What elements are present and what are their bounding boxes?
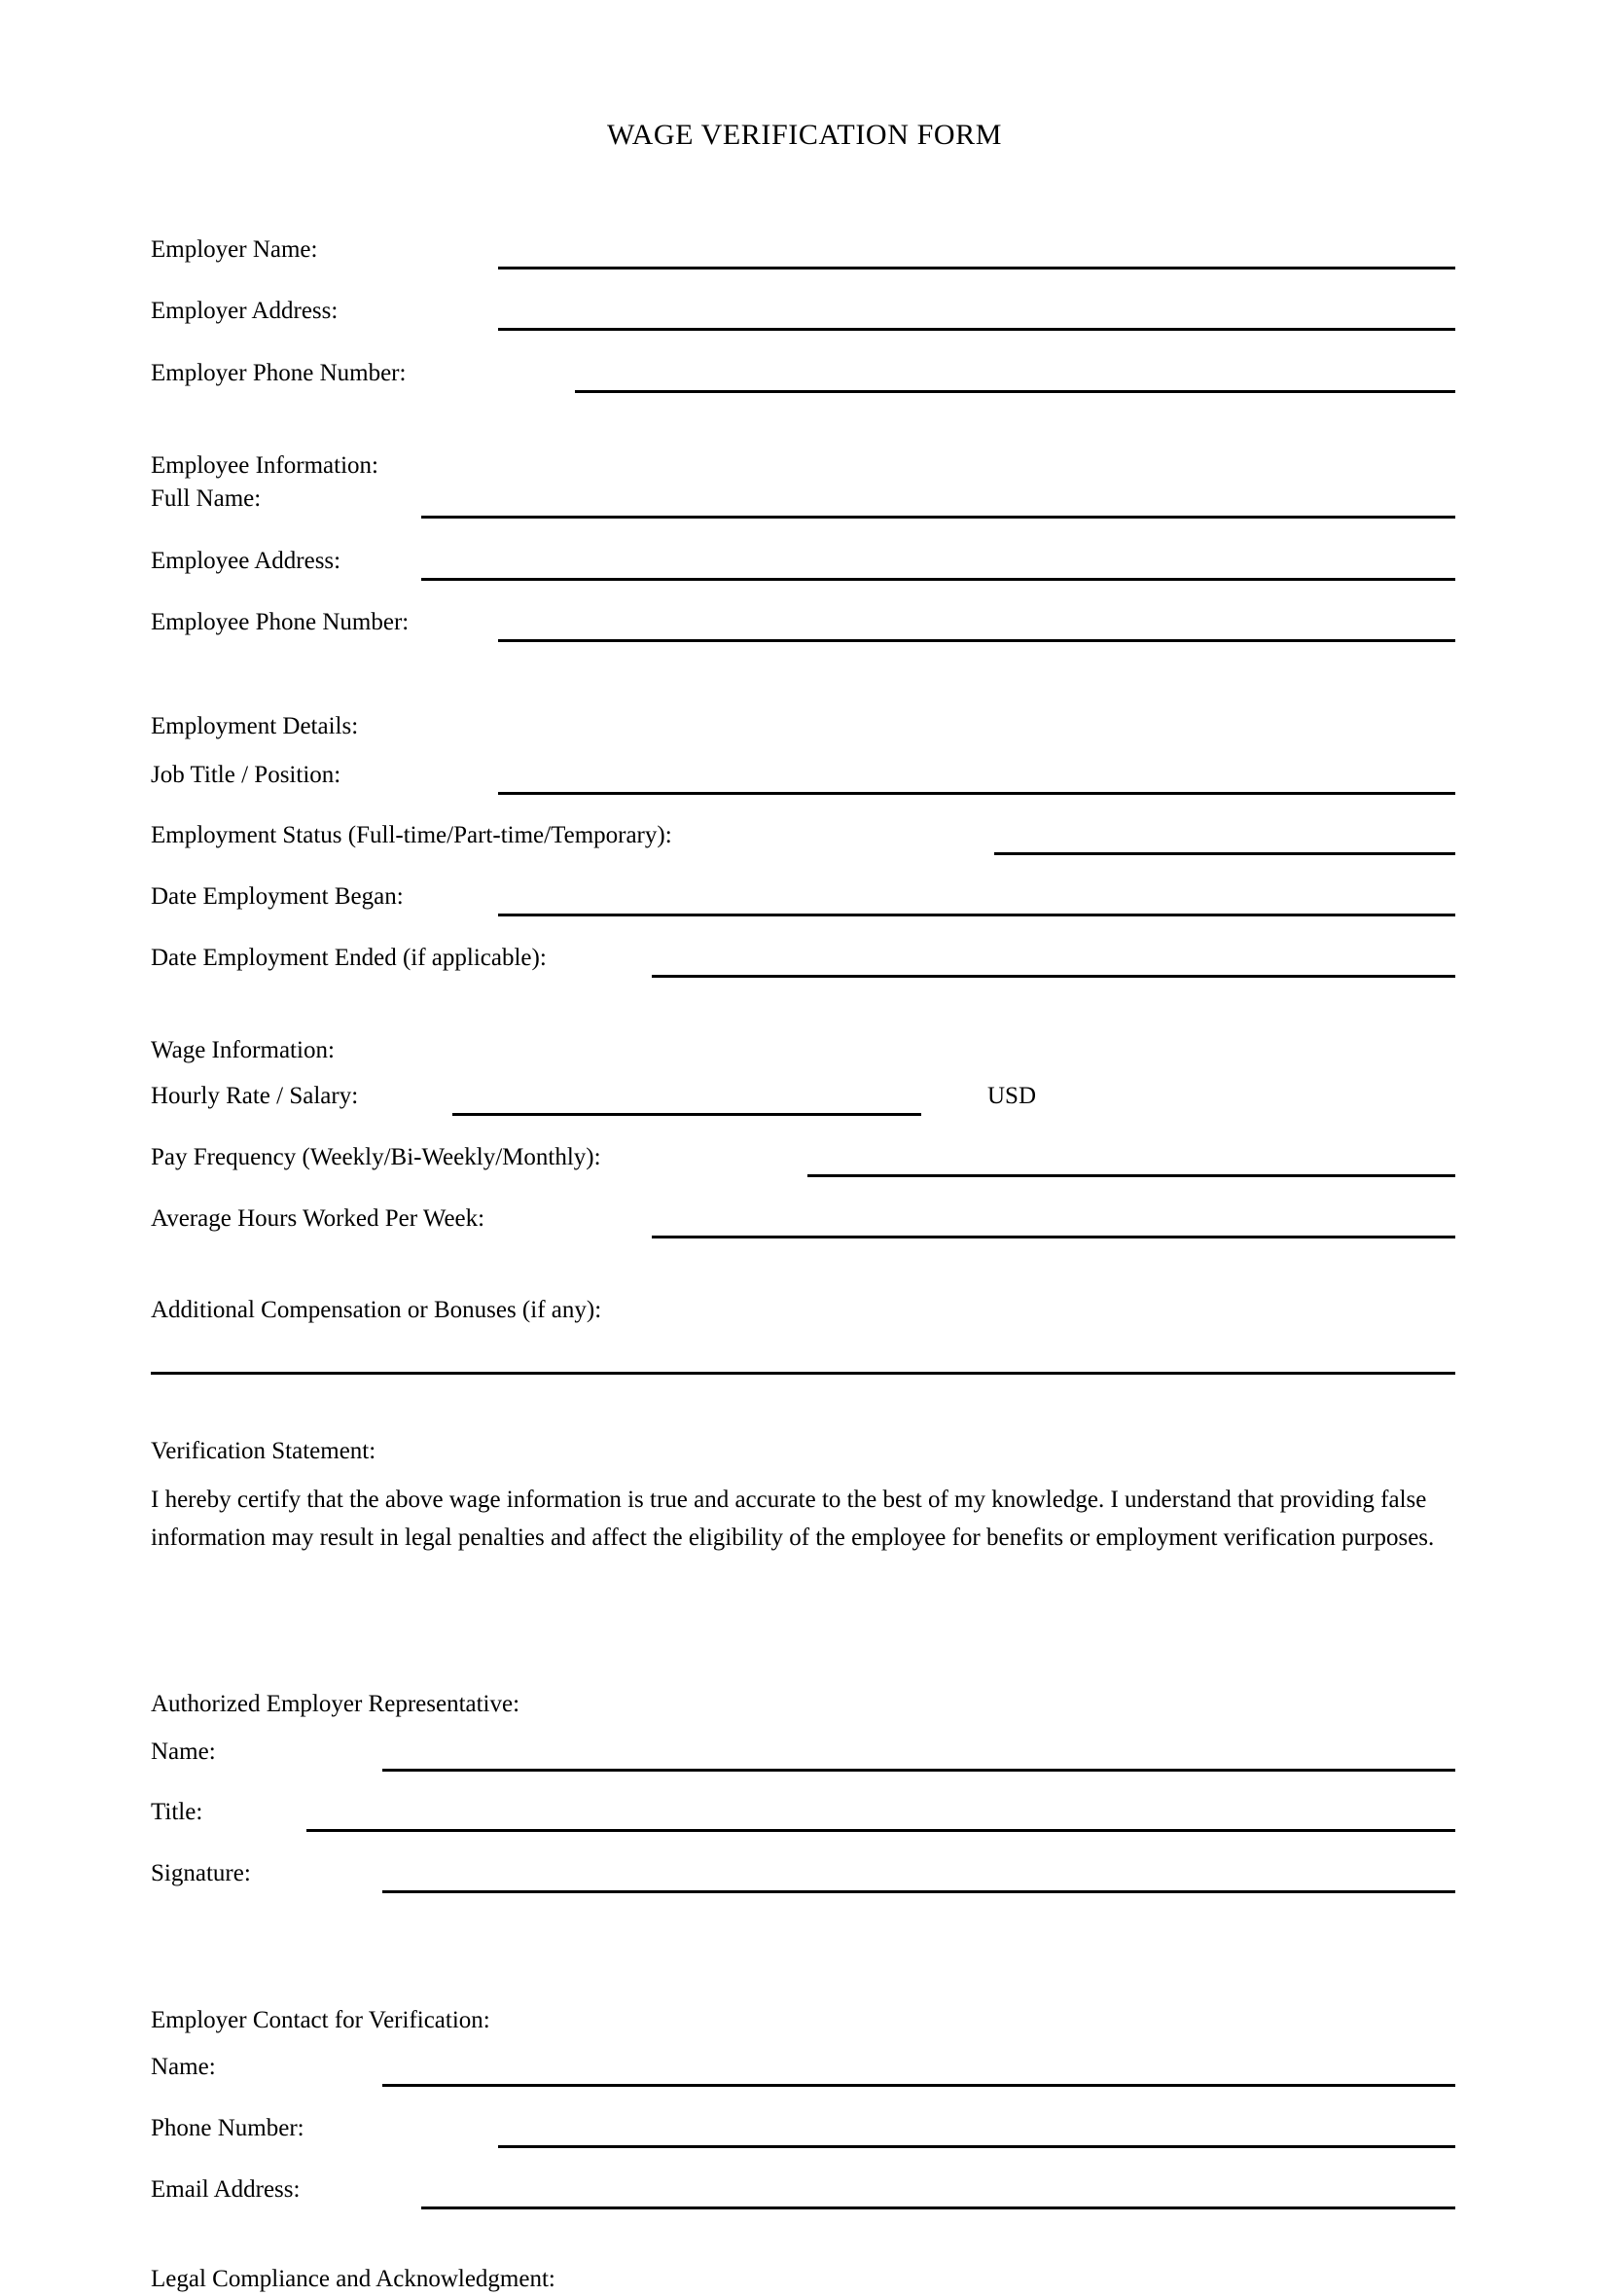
contact-phone-label: Phone Number: xyxy=(151,2115,304,2141)
wage-information-heading: Wage Information: xyxy=(151,1037,335,1063)
field-row-contact-email xyxy=(151,2173,1609,2216)
employer-phone-label: Employer Phone Number: xyxy=(151,360,407,386)
employer-name-label: Employer Name: xyxy=(151,236,318,263)
date-employment-ended-label: Date Employment Ended (if applicable): xyxy=(151,945,547,971)
authorized-representative-heading: Authorized Employer Representative: xyxy=(151,1691,520,1717)
hourly-rate-currency-label: USD xyxy=(987,1083,1037,1109)
rep-signature-input[interactable] xyxy=(382,1890,1455,1893)
additional-compensation-label: Additional Compensation or Bonuses (if any): xyxy=(151,1297,602,1323)
date-employment-began-input[interactable] xyxy=(498,914,1455,916)
hourly-rate-label: Hourly Rate / Salary: xyxy=(151,1083,359,1109)
field-row-employee-address xyxy=(151,545,1609,588)
contact-email-label: Email Address: xyxy=(151,2176,301,2203)
employer-address-input[interactable] xyxy=(498,328,1455,331)
contact-phone-input[interactable] xyxy=(498,2145,1455,2148)
hourly-rate-input[interactable] xyxy=(452,1113,921,1116)
employment-details-heading: Employment Details: xyxy=(151,713,359,739)
field-row-average-hours xyxy=(151,1202,1609,1245)
employer-contact-heading: Employer Contact for Verification: xyxy=(151,2007,490,2033)
field-row-contact-phone xyxy=(151,2112,1609,2155)
field-row-date-began xyxy=(151,880,1609,923)
field-row-employee-full-name xyxy=(151,483,1609,525)
field-row-rep-signature xyxy=(151,1857,1609,1900)
field-row-rep-title xyxy=(151,1796,1609,1839)
employee-address-input[interactable] xyxy=(421,578,1455,581)
job-title-label: Job Title / Position: xyxy=(151,762,341,788)
field-row-contact-name xyxy=(151,2051,1609,2094)
field-row-employee-phone xyxy=(151,606,1609,649)
field-row-employer-name xyxy=(151,233,1609,276)
average-hours-input[interactable] xyxy=(652,1236,1455,1238)
employee-phone-label: Employee Phone Number: xyxy=(151,609,410,635)
date-employment-began-label: Date Employment Began: xyxy=(151,883,404,910)
employer-name-input[interactable] xyxy=(498,267,1455,269)
employee-full-name-input[interactable] xyxy=(421,516,1455,519)
contact-name-label: Name: xyxy=(151,2054,216,2080)
verification-statement-text: I hereby certify that the above wage information is true and accurate to the best of my knowledge. I understand that providing false information may result in legal penalties and affect the eligibility of the employee for benefits or employment verification purposes. xyxy=(151,1487,1435,1551)
field-row-additional-compensation xyxy=(151,1294,1609,1381)
field-row-date-ended xyxy=(151,942,1609,985)
field-row-employer-address xyxy=(151,295,1609,338)
field-row-employer-phone xyxy=(151,357,1609,400)
rep-name-label: Name: xyxy=(151,1739,216,1765)
contact-email-input[interactable] xyxy=(421,2206,1455,2209)
page-title: WAGE VERIFICATION FORM xyxy=(607,119,1002,151)
employer-address-label: Employer Address: xyxy=(151,298,339,324)
employee-full-name-label: Full Name: xyxy=(151,485,262,512)
legal-compliance-heading-clipped xyxy=(151,2263,1026,2292)
rep-title-label: Title: xyxy=(151,1799,203,1825)
employment-status-label: Employment Status (Full-time/Part-time/Temporary): xyxy=(151,822,672,848)
employee-information-heading: Employee Information: xyxy=(151,452,378,479)
date-employment-ended-input[interactable] xyxy=(652,975,1455,978)
rep-signature-label: Signature: xyxy=(151,1860,251,1886)
field-row-job-title xyxy=(151,759,1609,802)
legal-compliance-heading: Legal Compliance and Acknowledgment: xyxy=(151,2266,555,2292)
job-title-input[interactable] xyxy=(498,792,1455,795)
average-hours-label: Average Hours Worked Per Week: xyxy=(151,1205,485,1232)
field-row-hourly-rate xyxy=(151,1080,1609,1123)
field-row-employment-status xyxy=(151,819,1609,862)
verification-statement-heading: Verification Statement: xyxy=(151,1438,376,1464)
rep-title-input[interactable] xyxy=(306,1829,1455,1832)
pay-frequency-label: Pay Frequency (Weekly/Bi-Weekly/Monthly): xyxy=(151,1144,601,1170)
field-row-rep-name xyxy=(151,1736,1609,1778)
contact-name-input[interactable] xyxy=(382,2084,1455,2087)
additional-compensation-input[interactable] xyxy=(151,1372,1455,1375)
employee-phone-input[interactable] xyxy=(498,639,1455,642)
pay-frequency-input[interactable] xyxy=(807,1174,1455,1177)
field-row-pay-frequency xyxy=(151,1141,1609,1184)
rep-name-input[interactable] xyxy=(382,1769,1455,1772)
employment-status-input[interactable] xyxy=(994,852,1455,855)
employer-phone-input[interactable] xyxy=(575,390,1455,393)
employee-address-label: Employee Address: xyxy=(151,548,341,574)
